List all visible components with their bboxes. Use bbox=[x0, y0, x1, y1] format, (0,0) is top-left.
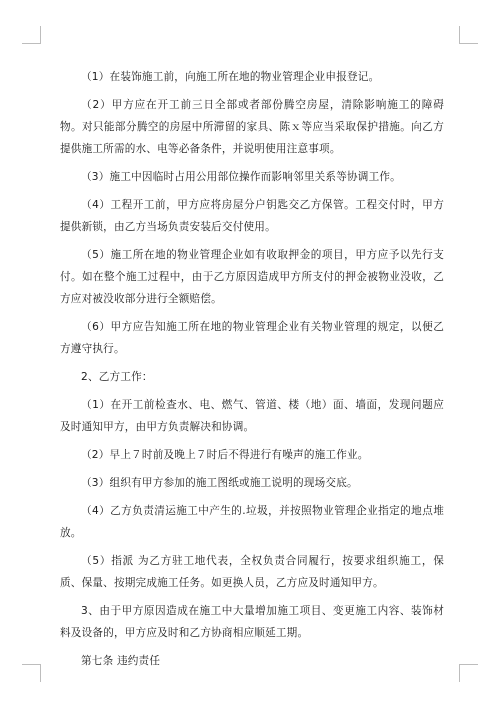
clause-party-b-item-1: （1）在开工前检查水、电、燃气、管道、楼（地）面、墙面，发现问题应及时通知甲方，由甲方负责解决和协调。 bbox=[60, 399, 444, 433]
clause-party-a-item-4: （4）工程开工前，甲方应将房屋分户钥匙交乙方保管。工程交付时，甲方提供新锁，由乙方当场负责安装后交付使用。 bbox=[60, 199, 444, 233]
section-heading-party-b-work: 2、乙方工作： bbox=[81, 371, 153, 383]
document-body bbox=[60, 66, 444, 678]
crop-mark-bottom-left-vertical bbox=[40, 664, 41, 682]
clause-party-b-item-3: （3）组织有甲方参加的施工图纸或施工说明的现场交底。 bbox=[81, 477, 358, 489]
clause-party-a-item-6: （6）甲方应告知施工所在地的物业管理企业有关物业管理的规定，以便乙方遵守执行。 bbox=[60, 321, 444, 355]
crop-mark-top-right-horizontal bbox=[459, 43, 478, 44]
clause-party-a-item-1: （1）在装饰施工前，向施工所在地的物业管理企业申报登记。 bbox=[81, 71, 380, 83]
crop-mark-top-left-vertical bbox=[40, 26, 41, 44]
crop-mark-bottom-right-vertical bbox=[459, 664, 460, 682]
clause-party-b-item-2: （2）早上７时前及晚上７时后不得进行有噪声的施工作业。 bbox=[81, 449, 369, 461]
clause-party-a-item-2: （2）甲方应在开工前三日全部或者部份腾空房屋，清除影响施工的障碍物。对只能部分腾空的房屋中所滞留的家具、陈ｘ等应当采取保护措施。向乙方提供施工所需的水、电等必备条件，并说明使用注意事项。 bbox=[60, 99, 444, 155]
clause-party-b-item-4: （4）乙方负责清运施工中产生的.垃圾，并按照物业管理企业指定的地点堆放。 bbox=[60, 505, 444, 539]
crop-mark-top-right-vertical bbox=[459, 26, 460, 44]
clause-party-b-item-5: （5）指派 为乙方驻工地代表，全权负责合同履行，按要求组织施工，保质、保量、按期完成施工任务。如更换人员，乙方应及时通知甲方。 bbox=[60, 555, 444, 589]
clause-item-3-delay: 3、由于甲方原因造成在施工中大量增加施工项目、变更施工内容、装饰材料及设备的，甲方应及时和乙方协商相应顺延工期。 bbox=[60, 605, 444, 639]
clause-party-a-item-5: （5）施工所在地的物业管理企业如有收取押金的项目，甲方应予以先行支付。如在整个施工过程中，由于乙方原因造成甲方所支付的押金被物业没收，乙方应对被没收部分进行全额赔偿。 bbox=[60, 249, 444, 305]
clause-party-a-item-3: （3）施工中因临时占用公用部位操作而影响邻里关系等协调工作。 bbox=[81, 171, 401, 183]
crop-mark-bottom-right-horizontal bbox=[459, 664, 478, 665]
crop-mark-top-left-horizontal bbox=[22, 43, 41, 44]
article-heading-breach-liability: 第七条 违约责任 bbox=[81, 655, 161, 667]
crop-mark-bottom-left-horizontal bbox=[22, 664, 41, 665]
